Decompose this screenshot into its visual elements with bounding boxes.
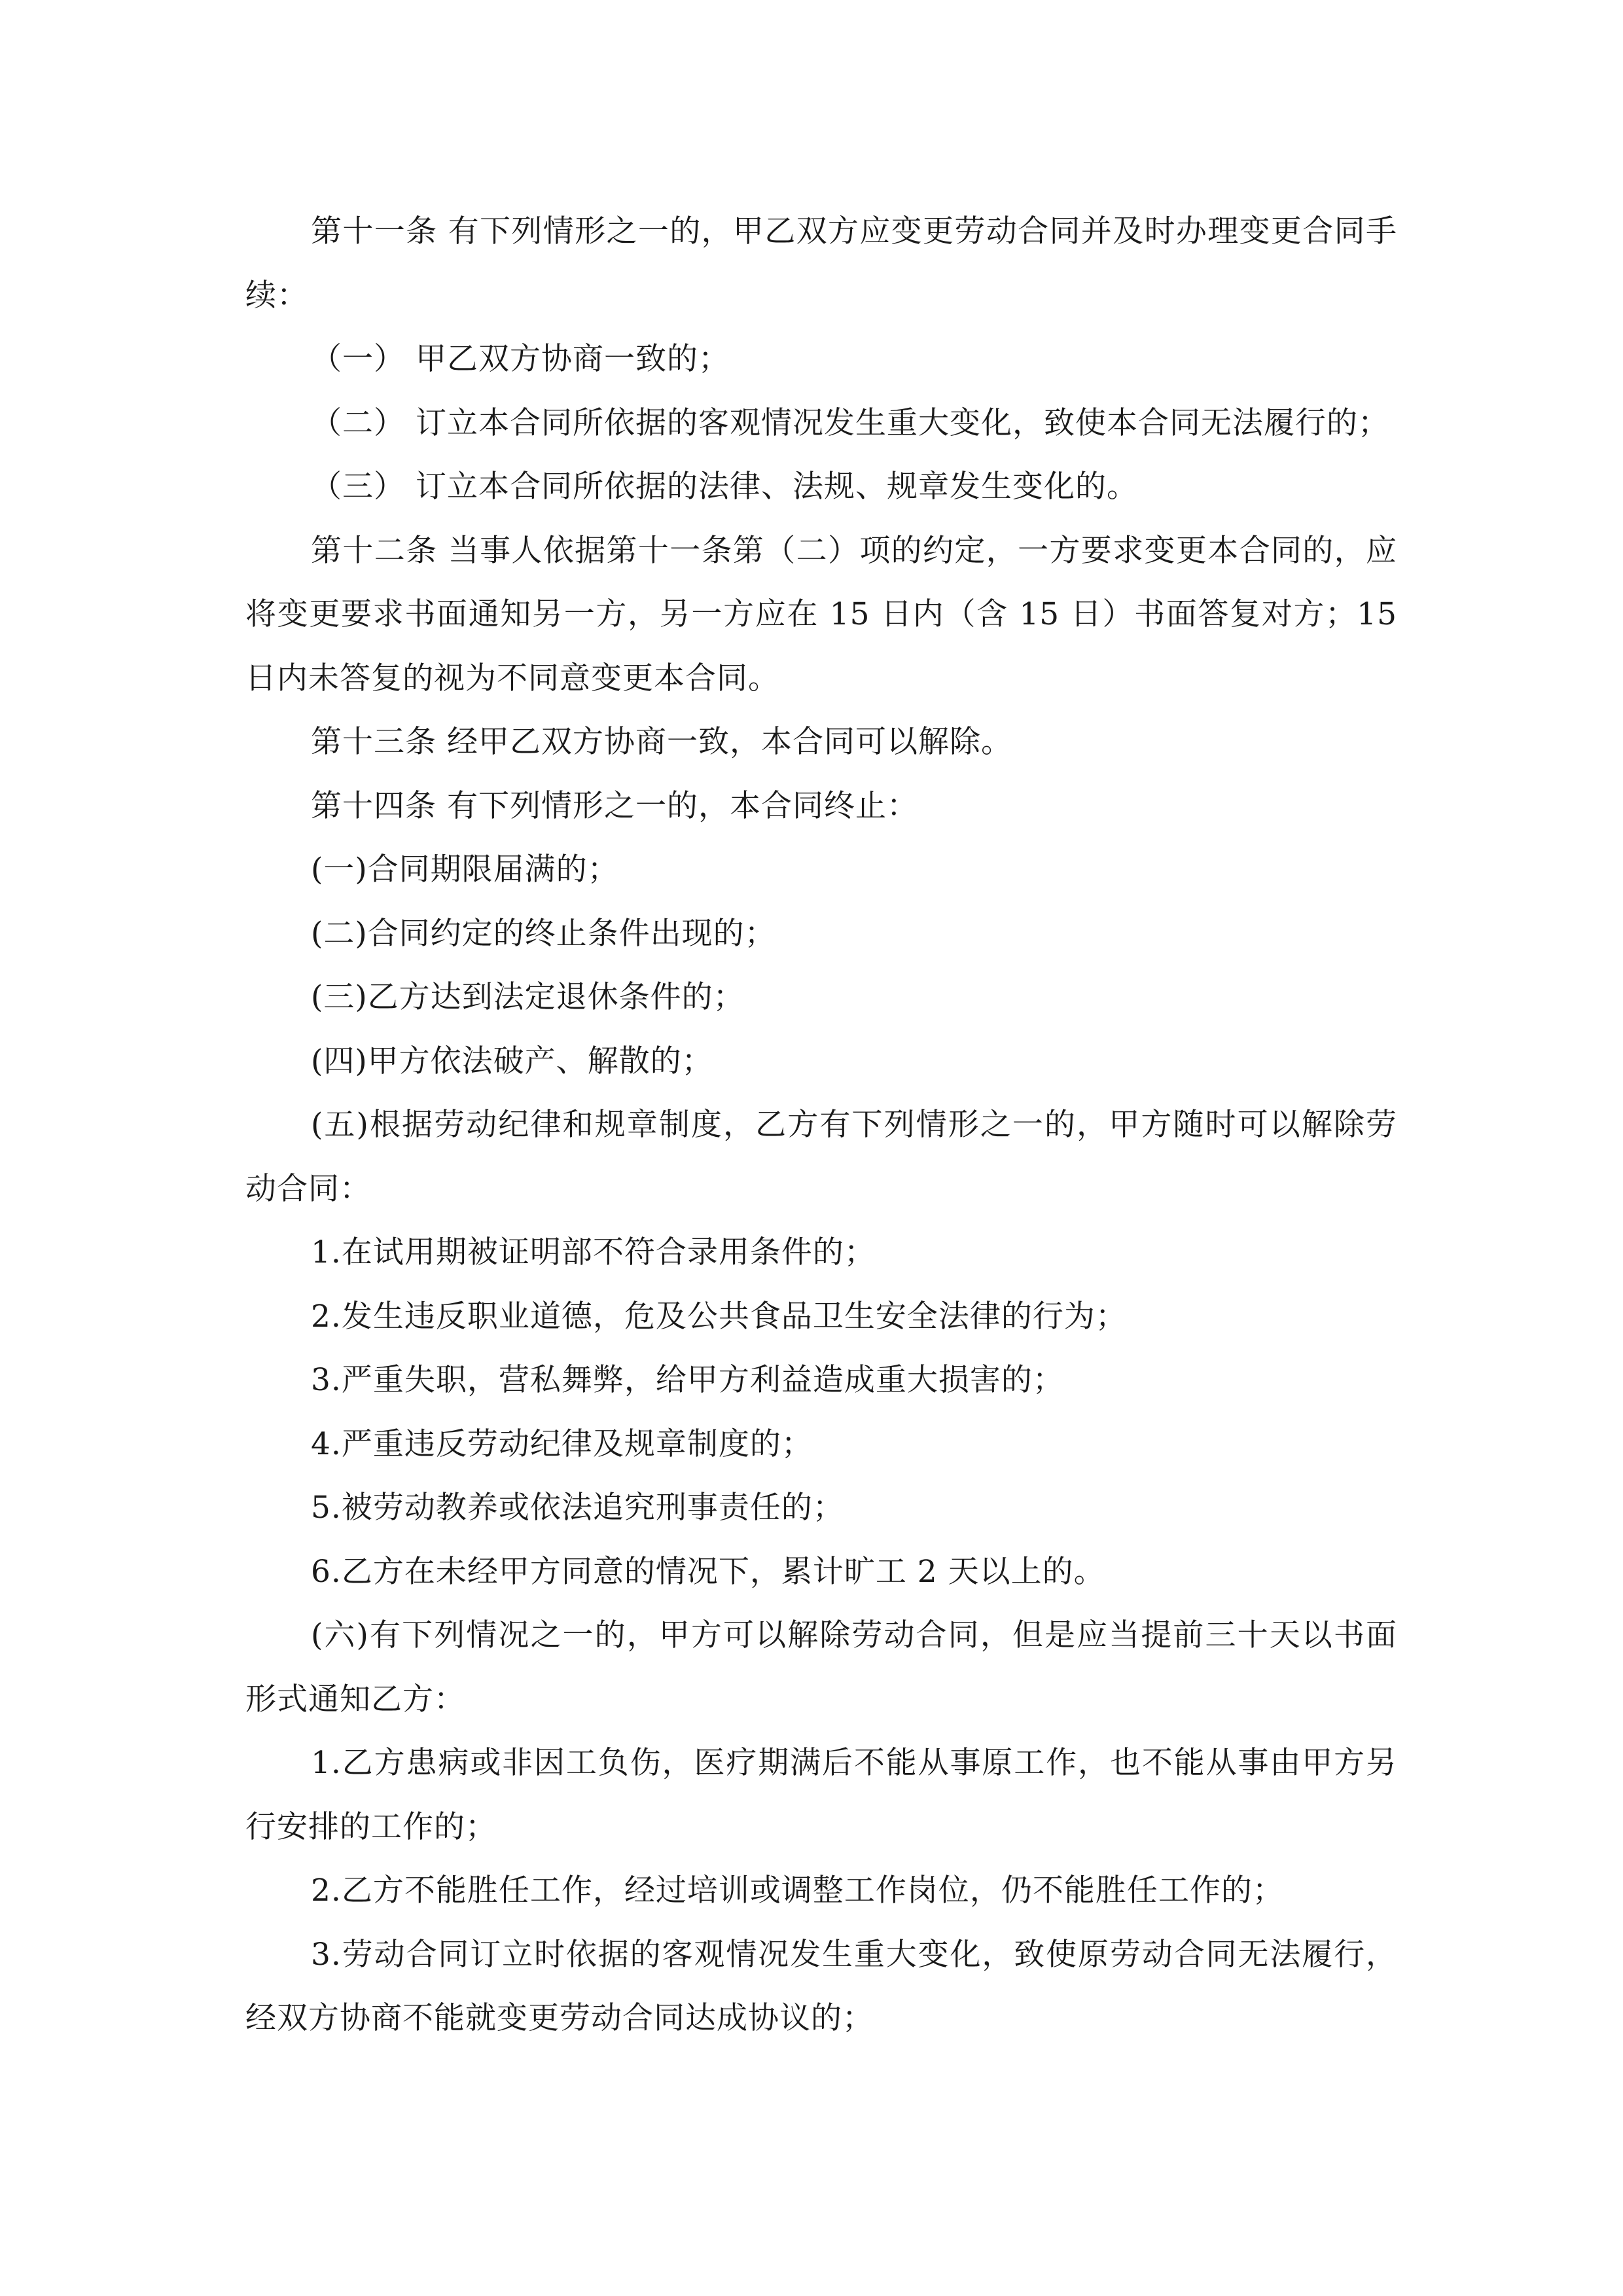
article-11-item-1: （一） 甲乙双方协商一致的； (311, 341, 730, 377)
item-5-sub-1: 1.在试用期被证明部不符合录用条件的； (311, 1234, 876, 1270)
item-5-sub-2: 2.发生违反职业道德，危及公共食品卫生安全法律的行为； (311, 1298, 1127, 1335)
article-12-paragraph: 第十二条 当事人依据第十一条第（二）项的约定，一方要求变更本合同的，应将变更要求书面通知另一方，另一方应在 15 日内（含 15 日）书面答复对方；15 日内未答复的视为不同意变更本合同。 (245, 532, 1397, 696)
item-5-sub-5: 5.被劳动教养或依法追究刑事责任的； (311, 1490, 844, 1526)
item-5-sub-6: 6.乙方在未经甲方同意的情况下，累计旷工 2 天以上的。 (311, 1553, 1105, 1590)
article-14-paragraph: 第十四条 有下列情形之一的，本合同终止： (311, 787, 918, 824)
article-11-paragraph: 第十一条 有下列情形之一的，甲乙双方应变更劳动合同并及时办理变更合同手续： (245, 213, 1397, 314)
article-14-item-5: (五)根据劳动纪律和规章制度，乙方有下列情形之一的，甲方随时可以解除劳动合同： (245, 1107, 1397, 1207)
article-14-item-4: (四)甲方依法破产、解散的； (311, 1043, 713, 1079)
article-14-item-3: (三)乙方达到法定退休条件的； (311, 979, 745, 1015)
item-6-sub-2: 2.乙方不能胜任工作，经过培训或调整工作岗位，仍不能胜任工作的； (311, 1873, 1284, 1909)
article-14-item-6: (六)有下列情况之一的，甲方可以解除劳动合同，但是应当提前三十天以书面形式通知乙方： (245, 1617, 1397, 1717)
article-14-item-1: (一)合同期限届满的； (311, 852, 619, 888)
item-5-sub-4: 4.严重违反劳动纪律及规章制度的； (311, 1426, 813, 1462)
article-13-paragraph: 第十三条 经甲乙双方协商一致，本合同可以解除。 (311, 724, 1012, 760)
item-6-sub-1: 1.乙方患病或非因工负伤，医疗期满后不能从事原工作，也不能从事由甲方另行安排的工作的； (245, 1745, 1397, 1845)
article-11-item-3: （三） 订立本合同所依据的法律、法规、规章发生变化的。 (311, 469, 1138, 505)
document-body (245, 200, 1397, 2051)
item-6-sub-3: 3.劳动合同订立时依据的客观情况发生重大变化，致使原劳动合同无法履行，经双方协商不能就变更劳动合同达成协议的； (245, 1936, 1397, 2036)
article-14-item-2: (二)合同约定的终止条件出现的； (311, 915, 776, 952)
article-11-item-2: （二） 订立本合同所依据的客观情况发生重大变化，致使本合同无法履行的； (311, 404, 1389, 441)
item-5-sub-3: 3.严重失职，营私舞弊，给甲方利益造成重大损害的； (311, 1362, 1064, 1398)
